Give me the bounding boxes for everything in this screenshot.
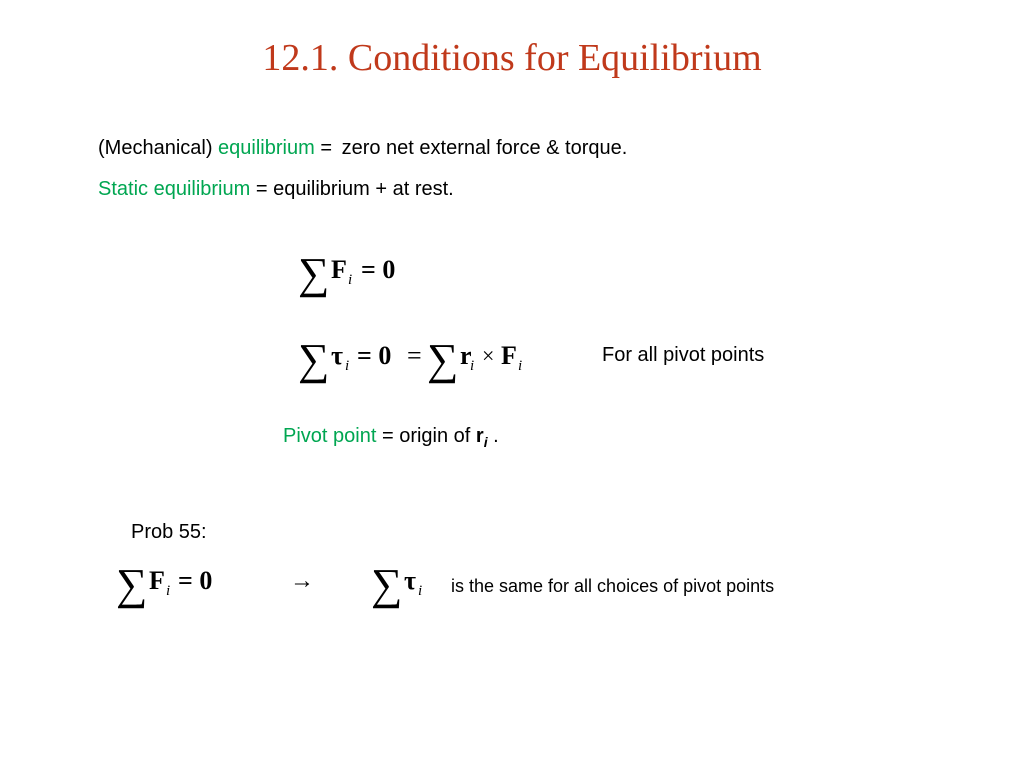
definition-line-equilibrium — [98, 137, 627, 160]
force-symbol: F — [149, 566, 165, 595]
period: . — [493, 425, 499, 447]
force-rhs: = 0 — [361, 255, 396, 284]
force-index: i — [518, 358, 523, 374]
torque-symbol: τ — [331, 341, 343, 370]
torque-index: i — [345, 358, 350, 374]
cross-product-sign: × — [482, 343, 495, 368]
sum-symbol: ∑ — [298, 335, 330, 384]
equilibrium-definition: zero net external force & torque. — [341, 137, 628, 159]
torque-zero: = 0 — [357, 341, 392, 370]
sum-symbol: ∑ — [427, 335, 459, 384]
sum-symbol: ∑ — [116, 560, 148, 609]
pivot-point-definition — [283, 425, 499, 448]
arrow-icon: → — [290, 568, 314, 594]
torque-symbol: τ — [404, 566, 416, 595]
static-equilibrium-term: Static equilibrium — [98, 178, 251, 200]
pivot-point-term: Pivot point — [283, 425, 377, 447]
torque-index: i — [418, 583, 423, 599]
definition-line-static — [98, 178, 454, 201]
problem-result: is the same for all choices of pivot points — [451, 576, 775, 596]
pivot-point-text: = origin of — [381, 425, 471, 447]
equals-sign: = — [407, 341, 422, 370]
pivot-note: For all pivot points — [602, 344, 765, 366]
force-symbol: F — [501, 341, 517, 370]
position-vector-symbol: r — [475, 425, 484, 447]
static-equilibrium-definition: = equilibrium + at rest. — [255, 178, 454, 200]
force-symbol: F — [331, 255, 347, 284]
position-index: i — [470, 358, 475, 374]
problem-label: Prob 55: — [131, 521, 207, 543]
force-index: i — [348, 272, 353, 288]
sum-symbol: ∑ — [298, 249, 330, 298]
position-vector-symbol: r — [460, 341, 472, 370]
mechanical-prefix: (Mechanical) — [98, 137, 213, 159]
position-index: i — [483, 434, 488, 450]
force-index: i — [166, 583, 171, 599]
force-rhs: = 0 — [178, 566, 213, 595]
equilibrium-term: equilibrium — [218, 137, 315, 159]
sum-symbol: ∑ — [371, 560, 403, 609]
page-title: 12.1. Conditions for Equilibrium — [262, 37, 762, 79]
equals-sign: = — [320, 137, 333, 159]
